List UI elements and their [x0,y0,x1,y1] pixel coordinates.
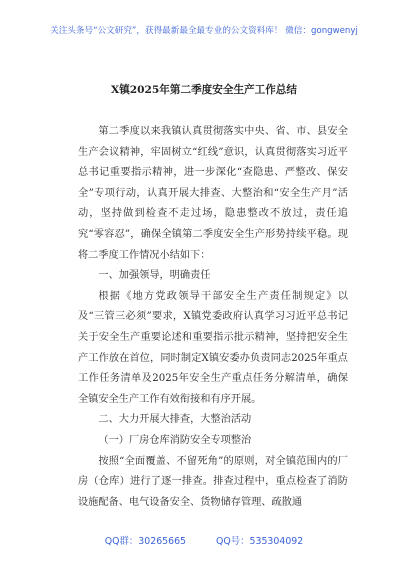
section-heading-1: 一、加强领导，明确责任 [98,270,211,282]
subsection-2-1-paragraph: 按照“全面覆盖、不留死角”的原则，对全镇范围内的厂房（仓库）进行了逐一排查。排查过程中，重点检查了消防设施配备、电气设备安全、货物储存管理、疏散通 [78,455,348,508]
intro-paragraph: 第二季度以来我镇认真贯彻落实中央、省、市、县安全生产会议精神，牢固树立“红线”意识，认真贯彻落实习近平总书记重要指示精神，进一步深化“查隐患、严整改、保安全”专项行动，认真开展大排查、大整治和“安全生产月”活动，坚持做到检查不走过场，隐患整改不放过，责任追究“零容忍”，确保全镇第二季度安全生产形势持续平稳。现将二季度工作情况小结如下： [78,126,348,261]
footer-contact [0,533,408,547]
qq-number-label: QQ号： [216,536,250,547]
qq-group-number: 30265665 [138,536,187,547]
qq-group-label: QQ群： [104,536,139,547]
section-heading-2: 二、大力开展大排查，大整治活动 [98,414,252,426]
document-title: X镇2025年第二季度安全生产工作总结 [110,84,297,96]
document-body [78,122,348,513]
header-promo-note: 关注头条号“公文研究”，获得最新最全最专业的公文资料库！ 微信：gongwenyj [50,26,358,36]
section-1-paragraph: 根据《地方党政领导干部安全生产责任制规定》以及“三管三必须”要求，X镇党委政府认真学习习近平总书记关于安全生产重要论述和重要指示批示精神，坚持把安全生产工作放在首位，同时制定X镇安委办负责同志2025年重点工作任务清单及2025年安全生产重点任务分解清单，确保全镇安全生产工作有效衔接和有序开展。 [78,290,348,405]
qq-number: 535304092 [249,536,304,547]
subsection-heading-2-1: （一）厂房仓库消防安全专项整治 [98,434,252,446]
